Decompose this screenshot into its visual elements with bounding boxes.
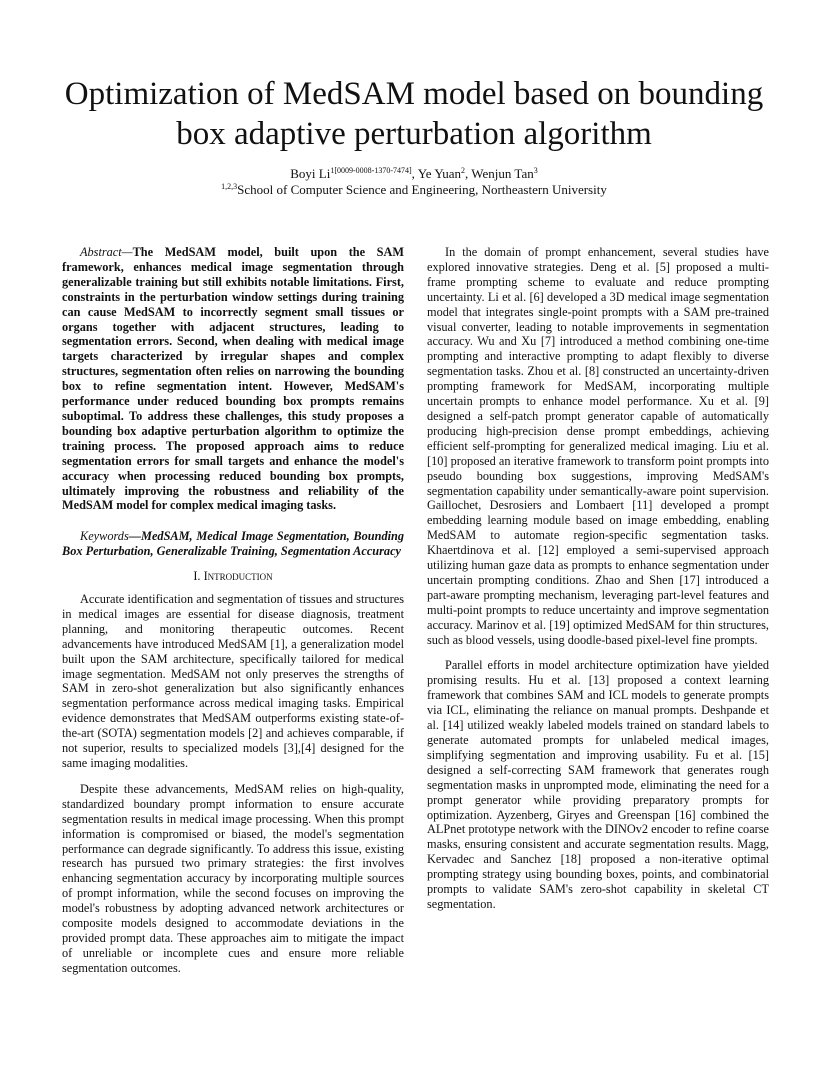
keywords-label: Keywords xyxy=(80,529,129,544)
author-2: , Ye Yuan xyxy=(411,166,462,181)
affiliation-text: School of Computer Science and Engineering, Northeastern University xyxy=(237,182,607,197)
body-paragraph: In the domain of prompt enhancement, several studies have explored innovative strategies. Deng et al. [5] proposed a multi-frame prompting scheme to evaluate and reduce prompting uncertainty. Li et al. [6] developed a 3D medical image segmentation model that integrates single-point prompts with a SAM pre-trained visual converter, leading to notable improvements in segmentation accuracy. Wu and Xu [7] introduced a method combining one-time prompting and interactive prompting to adapt flexibly to diverse segmentation tasks. Zhou et al. [8] constructed an uncertainty-driven prompting framework for MedSAM, incorporating multiple uncertain prompts to enhance model performance. Xu et al. [9] designed a self-patch prompt generator capable of automatically producing high-precision dense prompt embeddings, achieving efficient self-prompting for generalized medical imaging. Liu et al. [10] proposed an iterative framework to transform point prompts into pseudo bounding box suggestions, improving MedSAM's segmentation capability under semantically-aware point supervision. Gaillochet, Desrosiers and Lombaert [11] developed a prompt embedding learning module based on image embedding, enabling MedSAM to automate region-specific segmentation tasks. Khaertdinova et al. [12] employed a semi-supervised approach utilizing human gaze data as prompts to enhance segmentation under uncertain prompting conditions. Zhao and Shen [17] introduced a part-aware prompting mechanism, leveraging part-level features and multi-point prompts to reduce uncertainty and improve segmentation accuracy. Marinov et al. [19] optimized MedSAM for thin structures, such as blood vessels, using doodle-based pixel-level fine prompts. xyxy=(427,245,769,647)
right-column xyxy=(427,245,769,912)
keywords-text: MedSAM, Medical Image Segmentation, Bounding Box Perturbation, Generalizable Training, Segmentation Accuracy xyxy=(62,529,404,559)
abstract-label: Abstract xyxy=(80,245,122,259)
title-line-2: box adaptive perturbation algorithm xyxy=(176,116,652,152)
body-paragraph: Accurate identification and segmentation of tissues and structures in medical images are essential for disease diagnosis, treatment planning, and monitoring therapeutic outcomes. Recent advancements have introduced MedSAM [1], a generalization model built upon the SAM architecture, specifically tailored for medical image segmentation. MedSAM not only preserves the strengths of SAM in zero-shot generalization but also significantly enhances segmentation performance across medical imaging tasks. Empirical evidence demonstrates that MedSAM outperforms existing state-of-the-art (SOTA) segmentation models [2] and achieves comparable, if not superior, results to specialized models [3],[4] designed for the same imaging modalities. xyxy=(62,592,404,770)
abstract-dash: — xyxy=(121,245,133,259)
left-column xyxy=(62,245,404,976)
abstract-text: The MedSAM model, built upon the SAM framework, enhances medical image segmentation through generalizable training but still exhibits notable limitations. First, constraints in the perturbation window settings during training can cause MedSAM to incorrectly segment small tissues or organs together with adjacent structures, leading to segmentation errors. Second, when dealing with medical image targets characterized by irregular shapes and complex structures, segmentation often relies on narrowing the bounding box to refine segmentation intent. However, MedSAM's performance under reduced bounding box prompts remains suboptimal. To address these challenges, this study proposes a bounding box adaptive perturbation algorithm to optimize the training process. The proposed approach aims to reduce segmentation errors for small targets and enhance the model's accuracy when processing reduced bounding box prompts, ultimately improving the robustness and reliability of the MedSAM model for complex medical imaging tasks. xyxy=(62,245,404,513)
body-paragraph: Parallel efforts in model architecture optimization have yielded promising results. Hu et al. [13] proposed a context learning framework that combines SAM and ICL models to generate prompts via ICL, eliminating the reliance on manual prompts. Deshpande et al. [14] utilized weakly labeled models trained on standard labels to generate automated prompts for unlabeled medical images, simplifying segmentation and improving usability. Fu et al. [15] designed a self-correcting SAM framework that generates rough segmentation masks in unprompted mode, eliminating the need for a prompt generator while providing preparatory prompts for optimization. Ayzenberg, Giryes and Greenspan [16] combined the ALPnet prototype network with the DINOv2 encoder to refine coarse masks, ensuring consistent and accurate segmentation results. Magg, Kervadec and Sanchez [18] proposed a non-iterative optimal prompting strategy using bounding boxes, points, and combinatorial prompts to validate SAM's zero-shot capability in skeletal CT segmentation. xyxy=(427,658,769,911)
body-paragraph: Despite these advancements, MedSAM relies on high-quality, standardized boundary prompt information to ensure accurate segmentation results in medical image processing. When this prompt information is compromised or biased, the model's segmentation performance can degrade significantly. To address this issue, existing research has pursued two primary strategies: the first involves enhancing segmentation accuracy by incorporating multiple sources of prompt information, while the second focuses on improving the model's robustness by adopting advanced network architectures or composite models designed to accommodate deviations in the provided prompt data. These approaches aim to mitigate the impact of unreliable or incomplete cues and ensure more reliable segmentation outcomes. xyxy=(62,781,404,975)
title-line-1: Optimization of MedSAM model based on bounding xyxy=(64,76,764,112)
paper-title xyxy=(40,74,788,154)
author-3: , Wenjun Tan xyxy=(465,166,534,181)
author-list xyxy=(40,166,788,182)
author-1: Boyi Li xyxy=(290,166,331,181)
keywords-dash: — xyxy=(128,529,142,544)
author-1-id: 1[0009-0008-1370-7474] xyxy=(330,166,412,175)
section-title: Introduction xyxy=(203,569,273,584)
keywords xyxy=(62,529,404,559)
author-2-sup: 2 xyxy=(461,166,466,175)
affiliation-sup: 1,2,3 xyxy=(221,182,238,191)
affiliation xyxy=(40,182,788,198)
section-heading-introduction xyxy=(62,569,404,584)
abstract xyxy=(62,245,404,513)
section-number: I. xyxy=(193,569,201,584)
author-3-sup: 3 xyxy=(533,166,538,175)
